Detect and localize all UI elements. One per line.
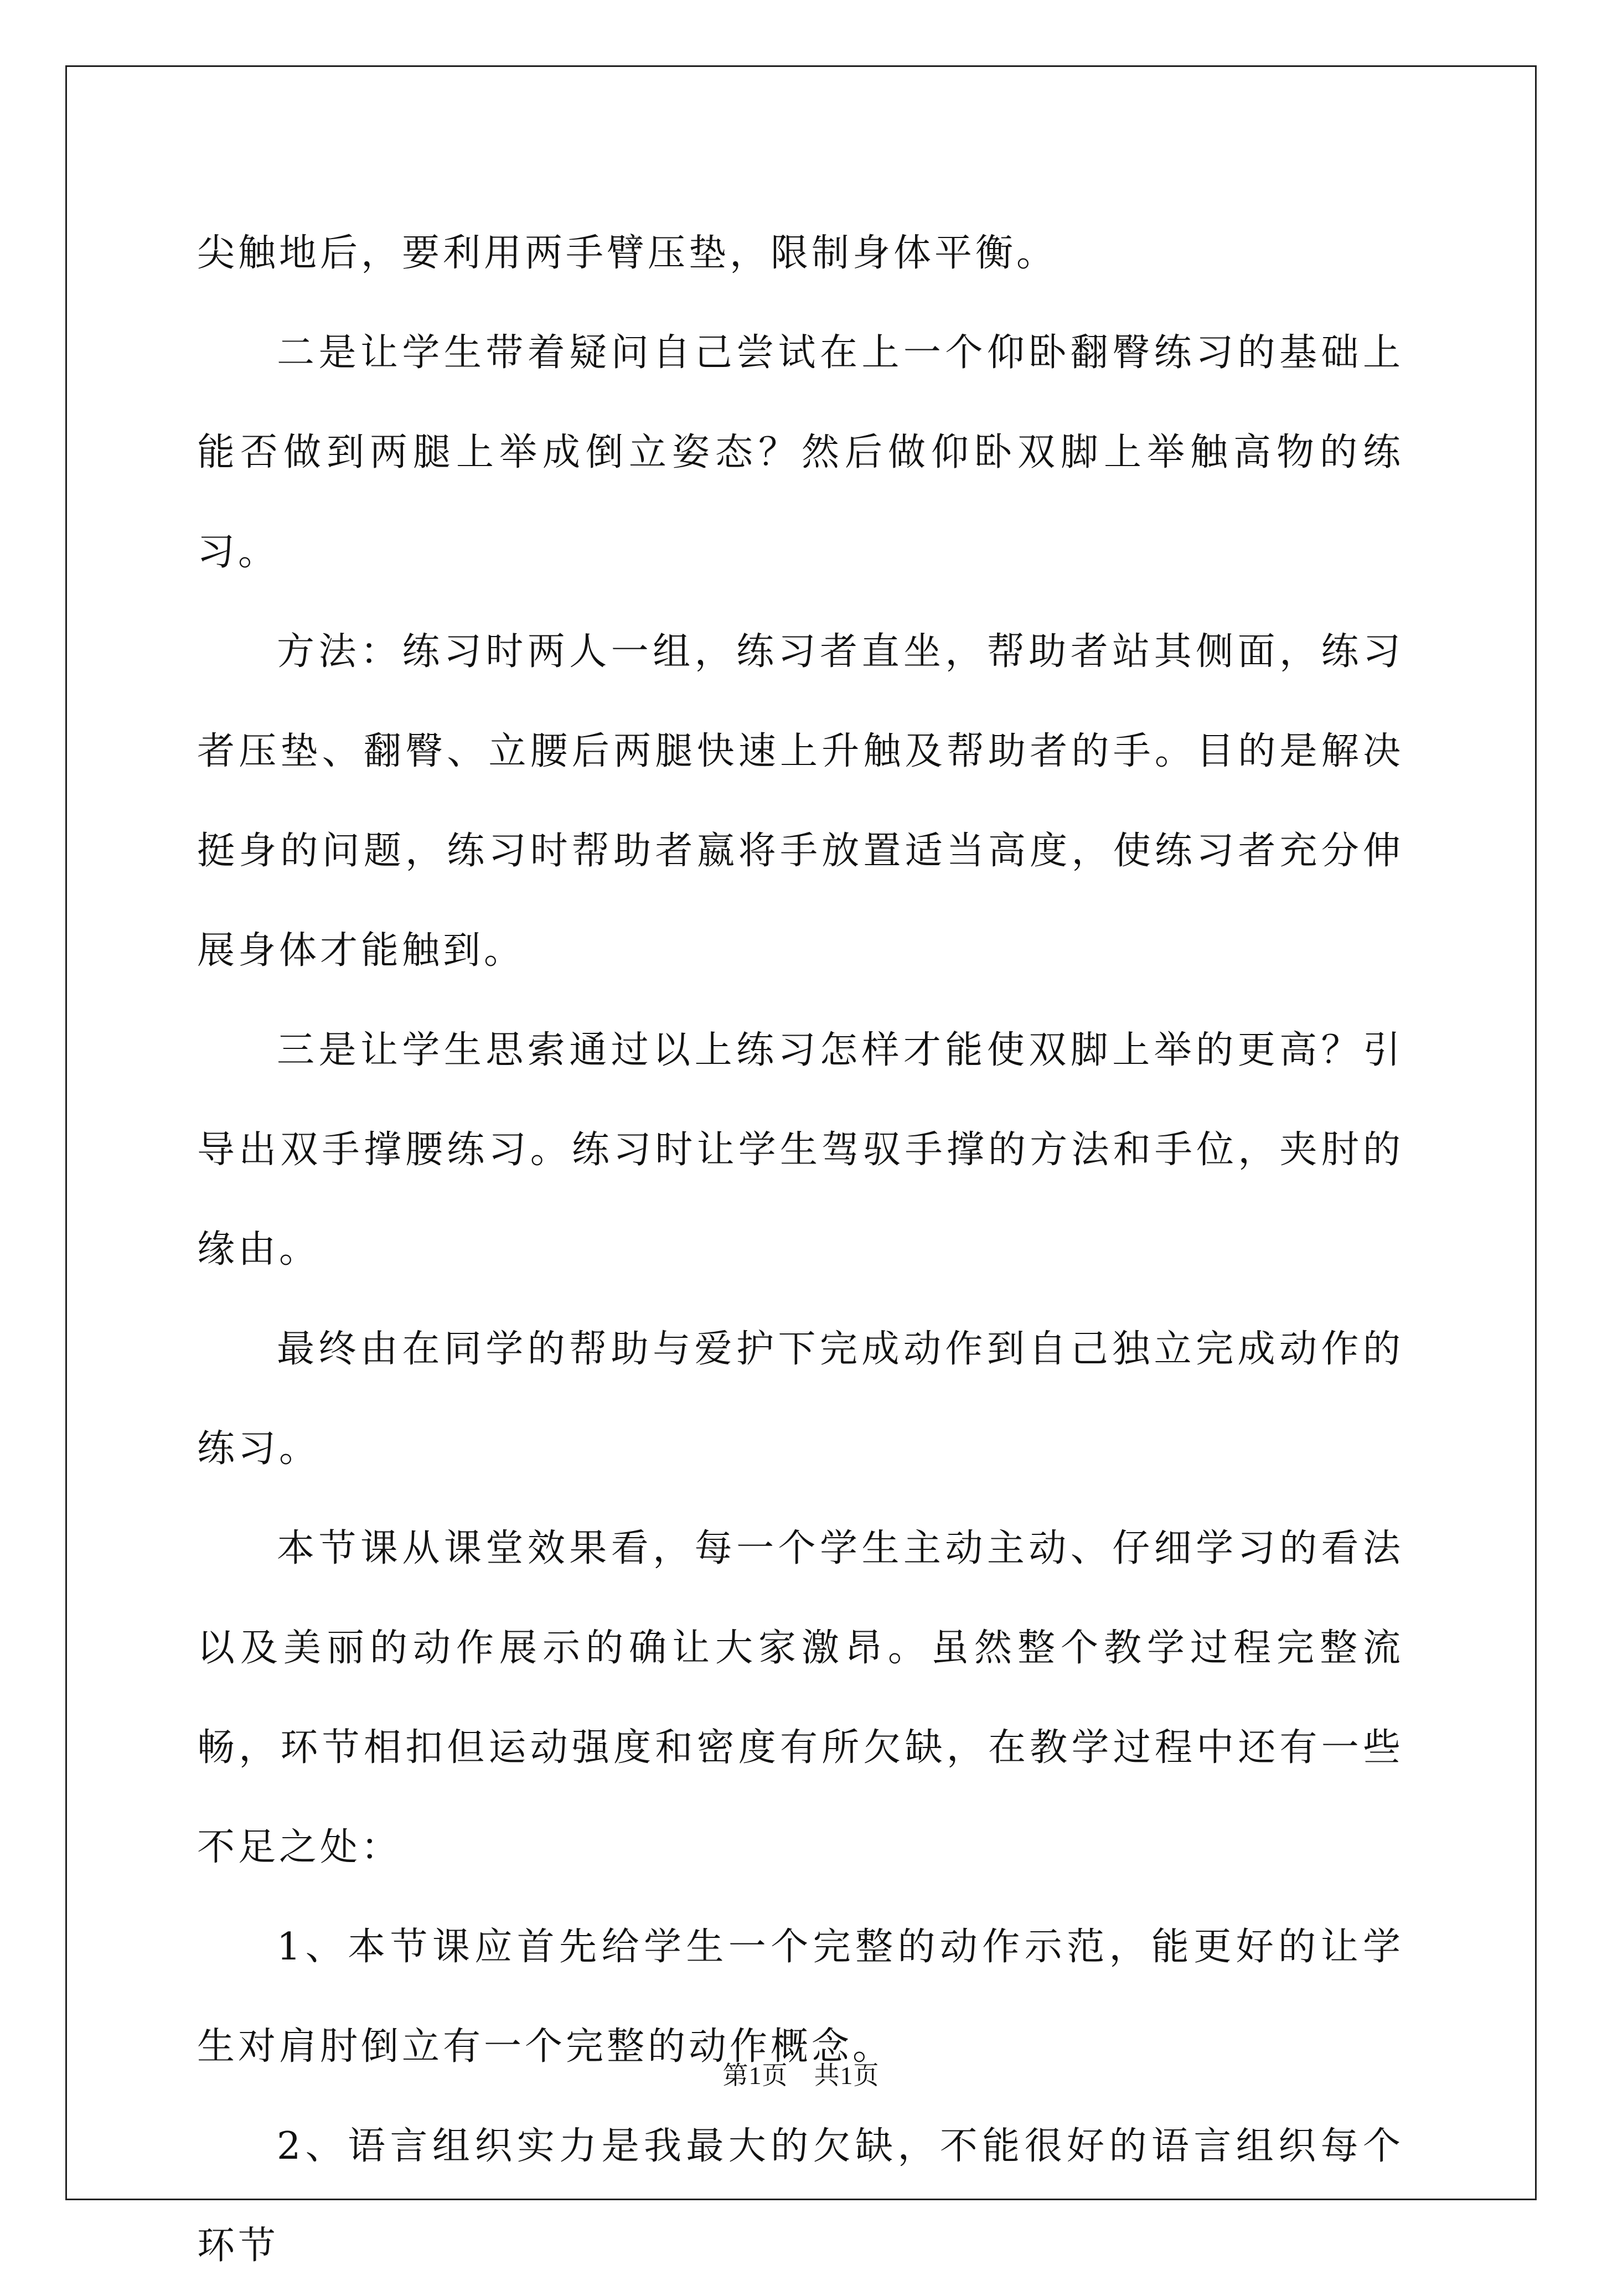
paragraph-3: 方法：练习时两人一组，练习者直坐，帮助者站其侧面，练习者压垫、翻臀、立腰后两腿快速上升触及帮助者的手。目的是解决挺身的问题，练习时帮助者嬴将手放置适当高度，使练习者充分伸展身体才能触到。 (197, 630, 1404, 973)
document-body (197, 204, 1404, 2296)
page-number-footer: 第1页 共1页 (722, 2061, 880, 2090)
paragraph-8: 2、语言组织实力是我最大的欠缺，不能很好的语言组织每个环节 (197, 2124, 1404, 2268)
paragraph-7: 1、本节课应首先给学生一个完整的动作示范，能更好的让学生对肩肘倒立有一个完整的动作概念。 (197, 1925, 1404, 2069)
paragraph-6: 本节课从课堂效果看，每一个学生主动主动、仔细学习的看法以及美丽的动作展示的确让大家激昂。虽然整个教学过程完整流畅，环节相扣但运动强度和密度有所欠缺，在教学过程中还有一些不足之处： (197, 1527, 1404, 1869)
paragraph-1: 尖触地后，要利用两手臂压垫，限制身体平衡。 (197, 231, 1058, 275)
paragraph-2: 二是让学生带着疑问自己尝试在上一个仰卧翻臀练习的基础上能否做到两腿上举成倒立姿态？然后做仰卧双脚上举触高物的练习。 (197, 331, 1404, 574)
paragraph-4: 三是让学生思索通过以上练习怎样才能使双脚上举的更高？引导出双手撑腰练习。练习时让学生驾驭手撑的方法和手位，夹肘的缘由。 (197, 1028, 1404, 1271)
paragraph-5: 最终由在同学的帮助与爱护下完成动作到自己独立完成动作的练习。 (197, 1327, 1404, 1471)
